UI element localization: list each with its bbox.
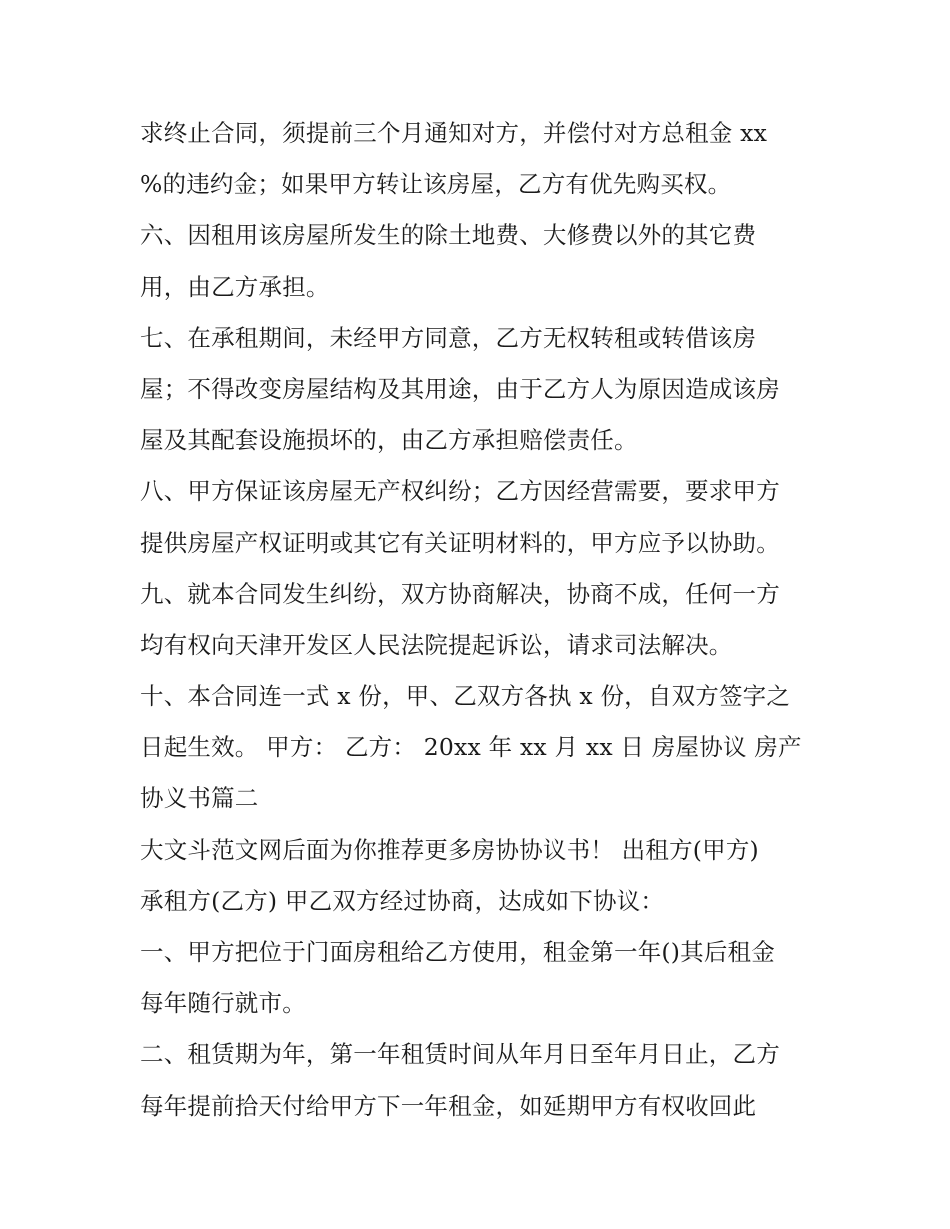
text-line: 协义书篇二 <box>140 784 259 813</box>
text-line: 九、就本合同发生纠纷，双方协商解决，协商不成，任何一方 <box>140 579 780 608</box>
text-line: 每年随行就市。 <box>140 989 306 1018</box>
text-line: 七、在承租期间，未经甲方同意，乙方无权转租或转借该房 <box>140 323 757 352</box>
text-line: 屋；不得改变房屋结构及其用途，由于乙方人为原因造成该房 <box>140 374 780 403</box>
text-line: 屋及其配套设施损坏的，由乙方承担赔偿责任。 <box>140 426 638 455</box>
text-line: 每年提前拾天付给甲方下一年租金，如延期甲方有权收回此 <box>140 1091 757 1120</box>
text-line: 八、甲方保证该房屋无产权纠纷；乙方因经营需要，要求甲方 <box>140 477 780 506</box>
text-line: 承租方(乙方) 甲乙双方经过协商，达成如下协议： <box>140 886 665 915</box>
text-line: 提供房屋产权证明或其它有关证明材料的，甲方应予以协助。 <box>140 528 780 557</box>
document-body <box>140 108 820 1132</box>
text-line: 大文斗范文网后面为你推荐更多房协协议书！ 出租方(甲方) <box>140 835 759 864</box>
text-line: 二、租赁期为年，第一年租赁时间从年月日至年月日止，乙方 <box>140 1040 780 1069</box>
text-line: 六、因租用该房屋所发生的除土地费、大修费以外的其它费 <box>140 221 757 250</box>
text-line: 用，由乙方承担。 <box>140 272 330 301</box>
text-line: 日起生效。 甲方： 乙方： 20xx 年 xx 月 xx 日 房屋协议 房产 <box>140 733 802 762</box>
text-line: 均有权向天津开发区人民法院提起诉讼，请求司法解决。 <box>140 630 733 659</box>
text-line: 求终止合同，须提前三个月通知对方，并偿付对方总租金 xx <box>140 119 768 147</box>
text-line: 十、本合同连一式 x 份，甲、乙双方各执 x 份，自双方签字之 <box>140 682 791 711</box>
text-line: %的违约金；如果甲方转让该房屋，乙方有优先购买权。 <box>140 170 732 199</box>
text-line: 一、甲方把位于门面房租给乙方使用，租金第一年()其后租金 <box>140 938 775 966</box>
